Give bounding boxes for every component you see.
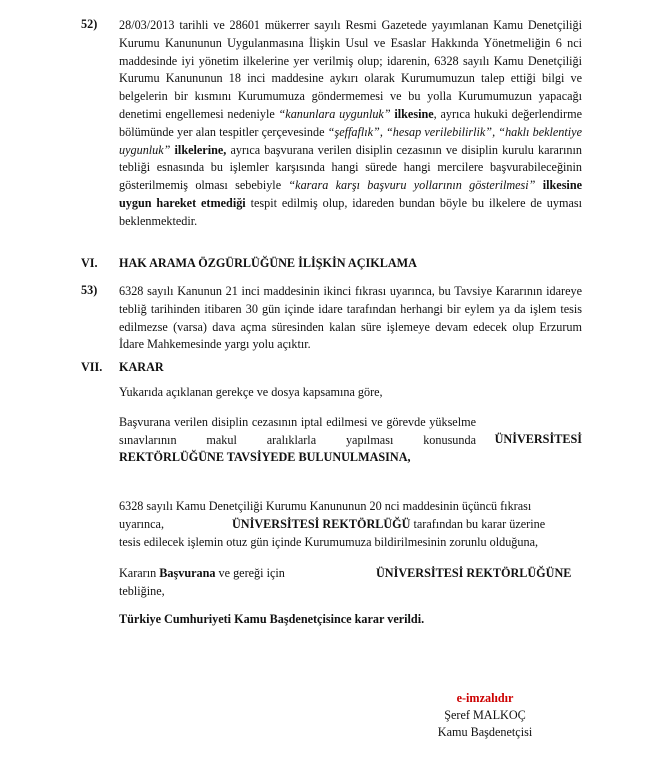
university-name: ÜNİVERSİTESİ (494, 431, 582, 446)
section-number: VII. (81, 360, 103, 374)
decision-text: Kararın (119, 566, 160, 580)
signer-name: Şeref MALKOÇ (444, 708, 526, 722)
decision-legal-basis: 6328 sayılı Kamu Denetçiliği Kurumu Kanununun 20 nci maddesinin üçüncü fıkrası (119, 499, 532, 513)
section-number: VI. (81, 256, 98, 270)
paragraph-number: 53) (81, 283, 98, 297)
decision-text: Başvurana verilen disiplin cezasının iptal edilmesi ve görevde yükselme sınavlarının makul aralıklarla yapılması konusunda (119, 415, 476, 447)
decision-text: ve gereği için (215, 566, 285, 580)
quote-text: “kanunlara uygunluk” (278, 106, 391, 121)
university-name: ÜNİVERSİTESİ REKTÖRLÜĞÜ (232, 517, 411, 531)
paragraph-number: 52) (81, 17, 98, 31)
decision-text: tarafından bu karar üzerine (410, 517, 546, 531)
final-decision: Türkiye Cumhuriyeti Kamu Başdenetçisince karar verildi. (119, 612, 425, 626)
decision-legal-basis-line2 (119, 517, 582, 532)
decision-intro: Yukarıda açıklanan gerekçe ve dosya kapsamına göre, (119, 385, 383, 399)
decision-notification (119, 566, 582, 581)
paragraph-53: 6328 sayılı Kanunun 21 inci maddesinin ikinci fıkrası uyarınca, bu Tavsiye Kararının idareye tebliğ tarihinden itibaren 30 gün içinde idare tarafından herhangi bir eylem ya da işlem tesis edilmezse (varsa) dava açma süresinden kalan süre işlemeye devam edecek olup Erzurum İdare Mahkemesinde yargı yolu açıktır. (119, 284, 582, 352)
quote-text: “karara karşı başvuru yollarının gösterilmesi” (288, 178, 536, 193)
decision-text: uyarınca, (119, 517, 165, 531)
e-signature-note: e-imzalıdır (456, 691, 514, 705)
decision-univ-group (232, 517, 545, 532)
decision-legal-basis-line3: tesis edilecek işlemin otuz gün içinde Kurumumuza bildirilmesinin zorunlu olduğuna, (119, 535, 539, 549)
emphasis-text: ilkesine (390, 106, 434, 121)
paragraph-text: ayrıca başvurana verilen disiplin cezasının ve disiplin kurulu kararının tebliği esnasında bu işlemler karşısında hangi sürede hangi mercilere başvurabileceğinin gösterilmemiş olması sebebiyle (119, 142, 582, 193)
emphasis-text: ilkelerine, (170, 142, 227, 157)
paragraph-text: , ayrıca hukuki değerlendirme bölümünde yer alan tespitler çerçevesinde (119, 106, 582, 139)
decision-bold-text: REKTÖRLÜĞÜNE TAVSİYEDE BULUNULMASINA, (119, 450, 411, 464)
signature-block (410, 690, 560, 741)
section-title: KARAR (119, 360, 164, 374)
paragraph-52 (119, 17, 582, 231)
emphasis-text: Başvurana (159, 566, 216, 580)
paragraph-text: 28/03/2013 tarihli ve 28601 mükerrer sayılı Resmi Gazetede yayımlanan Kamu Denetçiliği Kurumu Kanununun Uygulanmasına İlişkin Usul ve Esaslar Hakkında Yönetmeliğin 6 nci maddesinde iyi yönetim ilkelerine yer verilmiş olup; idarenin, 6328 sayılı Kamu Denetçiliği Kurumu Kanununun 18 inci maddesine aykırı olarak Kurumumuzun talep ettiği bilgi ve belgelerin bir kısmını Kurumumuza göndermemesi ve bu yolla Kurumumuzun yapacağı denetimi engellemesi nedeniyle (119, 18, 582, 121)
section-title: HAK ARAMA ÖZGÜRLÜĞÜNE İLİŞKİN AÇIKLAMA (119, 256, 417, 270)
decision-notification-line2: tebliğine, (119, 584, 165, 598)
emphasis-text: ilkesine uygun hareket etmediği (119, 178, 583, 210)
paragraph-text: tespit edilmiş olup, idareden bundan böyle bu ilkelere de uyması beklenmektedir. (119, 195, 582, 228)
signer-title: Kamu Başdenetçisi (437, 725, 533, 739)
decision-recommendation (119, 414, 582, 467)
quote-text: “şeffaflık”, “hesap verilebilirlik”, “haklı beklentiye uygunluk” (119, 124, 582, 157)
university-name: ÜNİVERSİTESİ REKTÖRLÜĞÜNE (376, 566, 572, 580)
